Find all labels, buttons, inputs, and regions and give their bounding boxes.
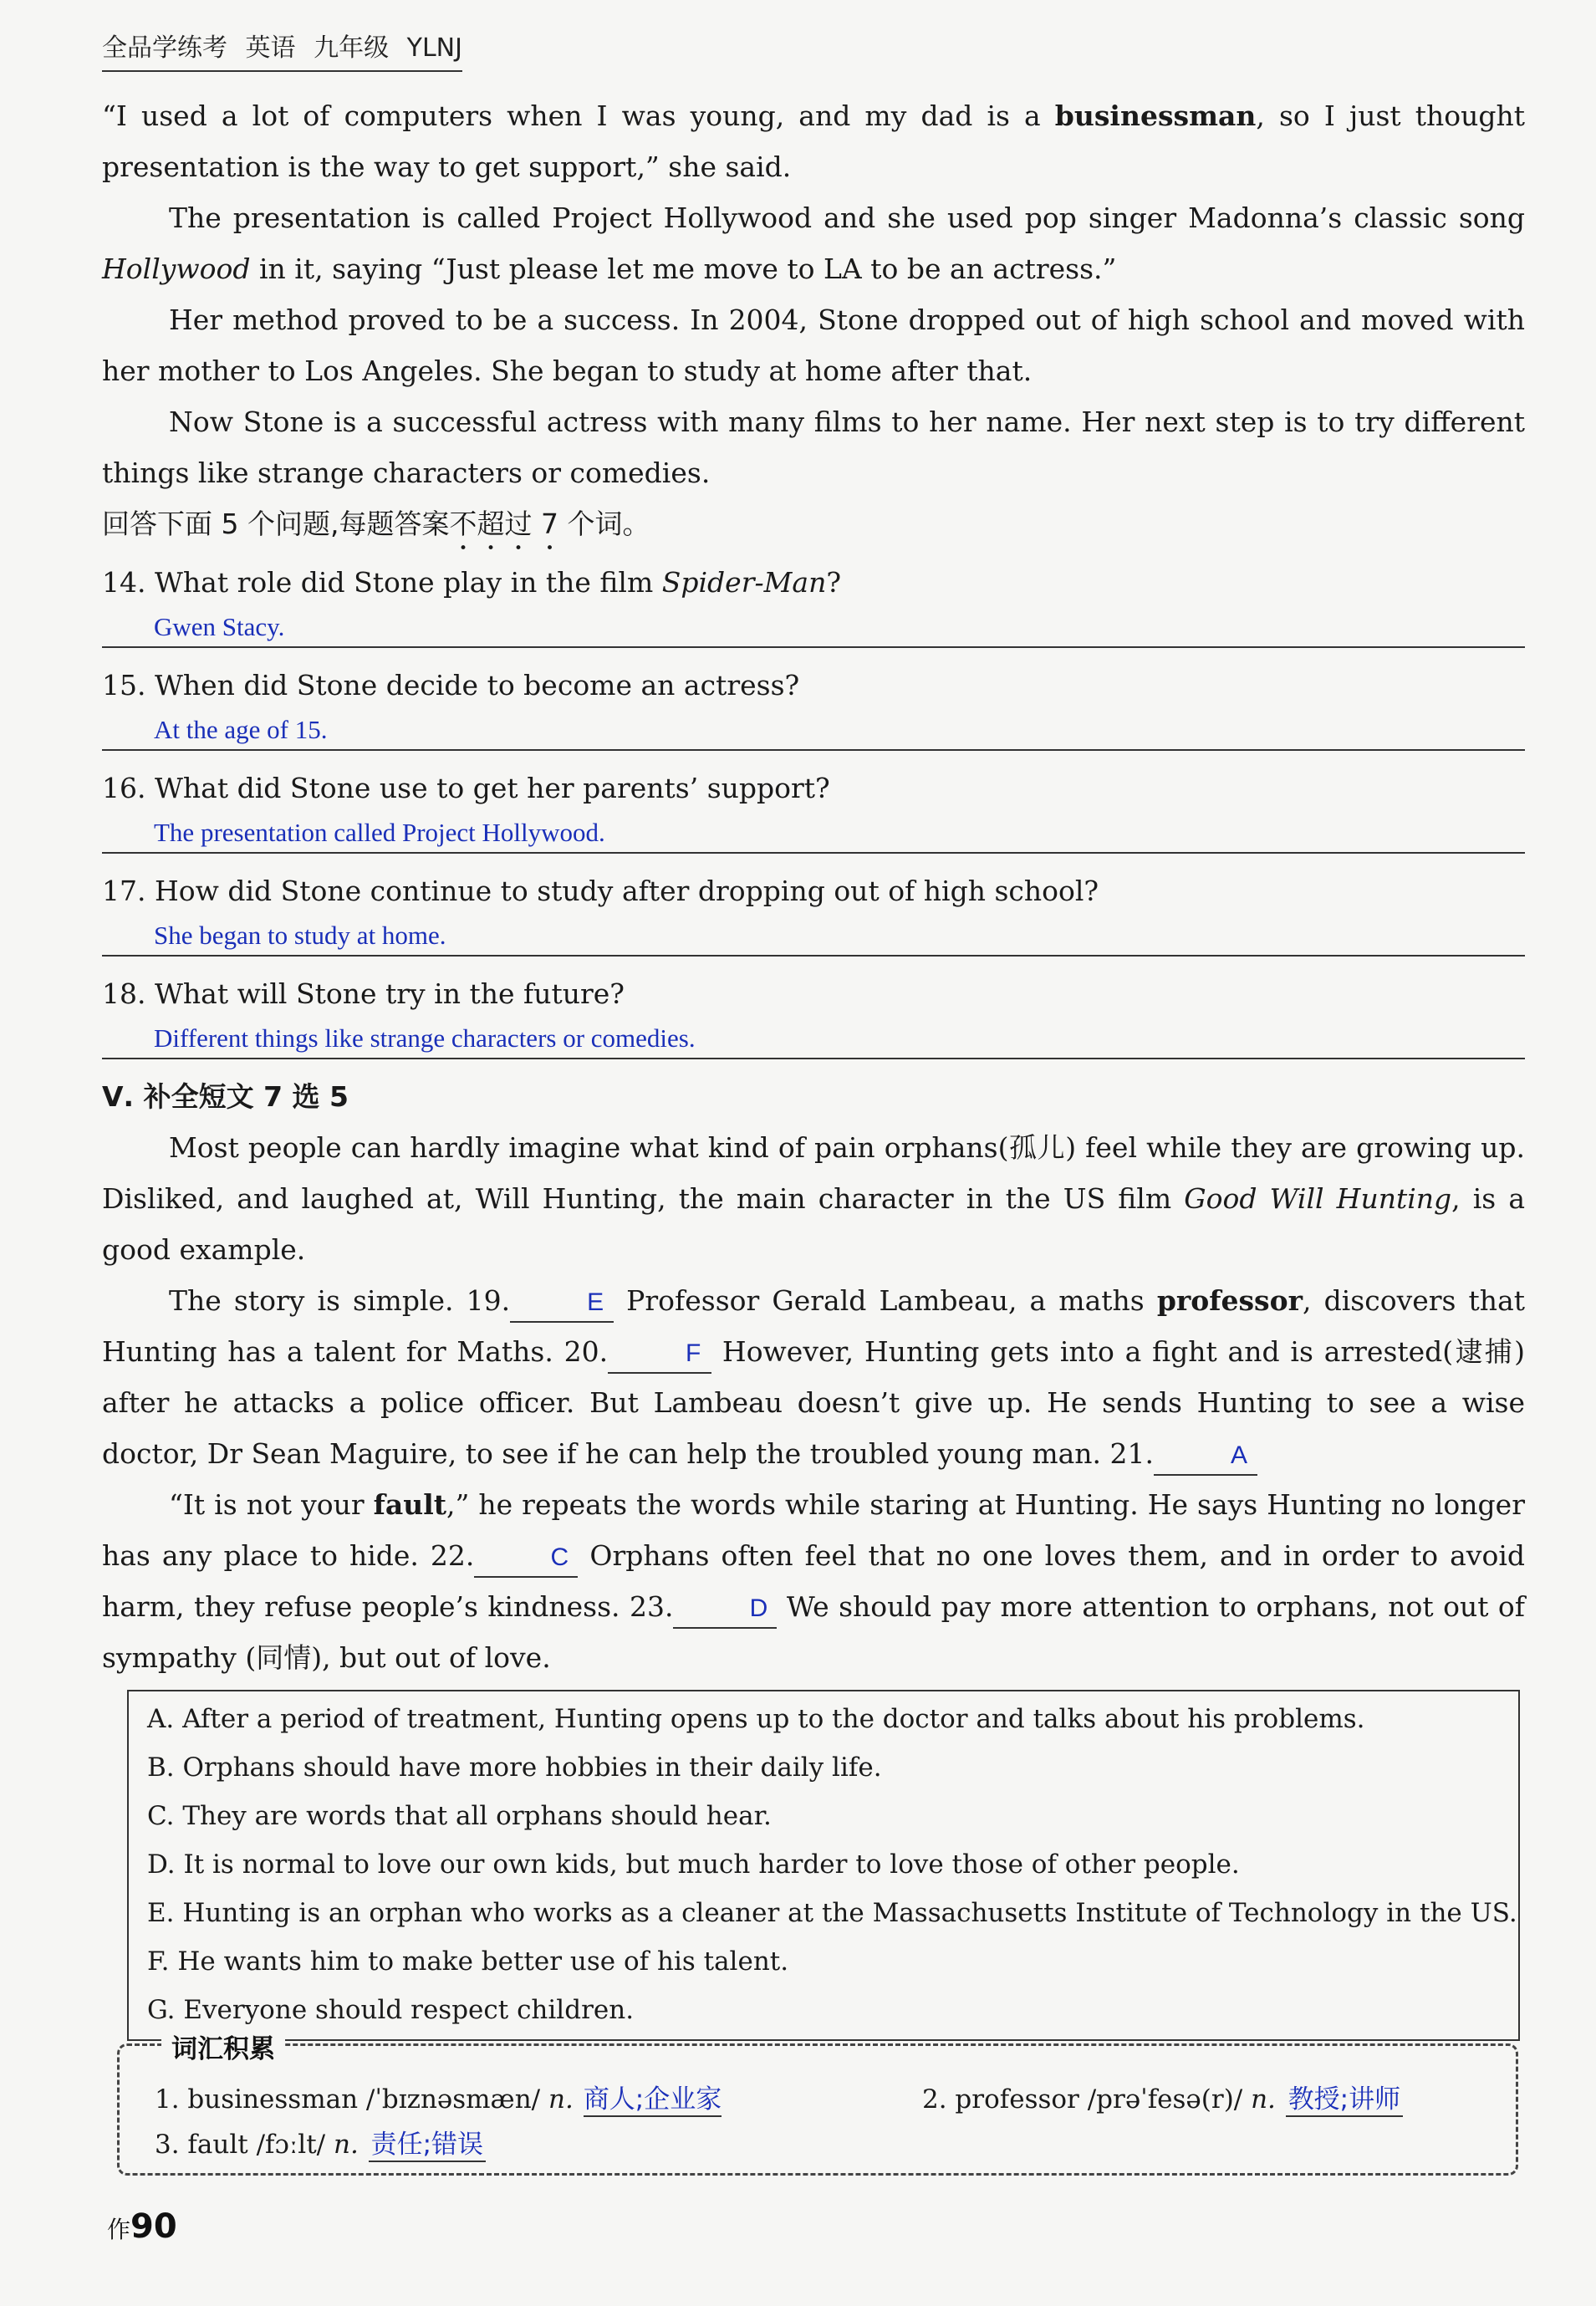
instruction: 回答下面 5 个问题,每题答案不超过 7 个词。 (102, 508, 650, 540)
question-15 (102, 660, 1525, 751)
running-header (102, 27, 462, 72)
vocab-word-businessman: businessman (1054, 99, 1257, 132)
answer-line[interactable]: She began to study at home. (102, 916, 1525, 957)
blank-22[interactable]: C (474, 1539, 578, 1578)
option-d: D. It is normal to love our own kids, but much harder to love those of other people. (147, 1849, 1240, 1880)
answer-line[interactable]: Different things like strange characters or comedies. (102, 1019, 1525, 1059)
vocab-answer[interactable]: 责任;错误 (369, 2123, 486, 2162)
blank-20[interactable]: F (608, 1335, 711, 1374)
option-e: E. Hunting is an orphan who works as a cleaner at the Massachusetts Institute of Technology in the US. (147, 1898, 1517, 1928)
option-b: B. Orphans should have more hobbies in their daily life. (147, 1752, 882, 1783)
page-number: 作90 (107, 2207, 177, 2246)
question-18 (102, 968, 1525, 1059)
blank-23[interactable]: D (673, 1590, 777, 1629)
passage-paragraph: Now Stone is a successful actress with many films to her name. Her next step is to try different things like strange characters or comedies. (102, 406, 1525, 489)
question-list (102, 557, 1525, 1059)
vocab-answer[interactable]: 商人;企业家 (584, 2078, 722, 2117)
film-title: Good Will Hunting (1184, 1182, 1452, 1215)
option-c: C. They are words that all orphans should hear. (147, 1801, 772, 1831)
question-text: 18. What will Stone try in the future? (102, 977, 625, 1010)
answer-line[interactable]: Gwen Stacy. (102, 608, 1525, 648)
option-a: A. After a period of treatment, Hunting opens up to the doctor and talks about his problems. (147, 1704, 1365, 1734)
edition: YLNJ (406, 33, 462, 63)
section-heading (102, 1071, 1525, 1122)
content (102, 90, 1525, 2041)
vocab-item-2: 2. professor /prəˈfesə(r)/ n. 教授;讲师 (922, 2078, 1403, 2117)
section-title: 补全短文 7 选 5 (143, 1080, 349, 1113)
vocab-item-3: 3. fault /fɔːlt/ n. 责任;错误 (155, 2123, 486, 2162)
instruction-emphasis: 不超过 7 (449, 508, 558, 540)
cloze-paragraph: “It is not your fault,” he repeats the words while staring at Hunting. He says Hunting no longer has any place to hide. 22. C Orphans often feel that no one loves them, and in order to avoid harm, they refuse people’s kindness. 23. D We should pay more attention to orphans, not out of sympathy (同情), but out of love. (102, 1488, 1526, 1674)
question-17 (102, 865, 1525, 957)
vocab-box (117, 2034, 1518, 2176)
answer-line[interactable]: At the age of 15. (102, 711, 1525, 751)
question-text: 16. What did Stone use to get her parents’ support? (102, 772, 830, 804)
option-g: G. Everyone should respect children. (147, 1995, 635, 2025)
vocab-word-fault: fault (373, 1488, 446, 1521)
grade: 九年级 (314, 33, 390, 63)
options-box (127, 1690, 1520, 2041)
vocab-title: 词汇积累 (161, 2028, 285, 2065)
section-number: Ⅴ. (102, 1080, 135, 1113)
cloze-paragraph: Most people can hardly imagine what kind of pain orphans(孤儿) feel while they are growing up. Disliked, and laughed at, Will Hunting, the main character in the US film Good Will Hunting, is a good example. (102, 1131, 1526, 1266)
vocab-answer[interactable]: 教授;讲师 (1286, 2078, 1403, 2117)
question-text: 15. When did Stone decide to become an actress? (102, 669, 800, 701)
cloze-paragraph: The story is simple. 19. E Professor Gerald Lambeau, a maths professor, discovers that Hunting has a talent for Maths. 20. F However, Hunting gets into a fight and is arrested(逮捕) after he attacks a police officer. But Lambeau doesn’t give up. He sends Hunting to see a wise doctor, Dr Sean Maguire, to see if he can help the troubled young man. 21. A (102, 1275, 1525, 1479)
question-text: 14. What role did Stone play in the film Spider-Man? (102, 566, 842, 599)
question-16 (102, 763, 1525, 854)
passage-paragraph: The presentation is called Project Hollywood and she used pop singer Madonna’s classic song Hollywood in it, saying “Just please let me move to LA to be an actress.” (102, 202, 1525, 285)
question-text: 17. How did Stone continue to study after dropping out of high school? (102, 875, 1099, 907)
vocab-word-professor: professor (1156, 1284, 1303, 1317)
answer-line[interactable]: The presentation called Project Hollywood. (102, 814, 1525, 854)
vocab-item-1: 1. businessman /ˈbɪznəsmæn/ n. 商人;企业家 (155, 2078, 722, 2117)
option-f: F. He wants him to make better use of his talent. (147, 1946, 789, 1977)
subject: 英语 (245, 33, 296, 63)
question-14 (102, 557, 1525, 648)
song-title: Hollywood (102, 253, 251, 285)
passage-paragraph: Her method proved to be a success. In 2004, Stone dropped out of high school and moved with her mother to Los Angeles. She began to study at home after that. (102, 304, 1525, 387)
passage-paragraph: “I used a lot of computers when I was young, and my dad is a businessman, so I just thought presentation is the way to get support,” she said. (102, 99, 1526, 183)
blank-21[interactable]: A (1154, 1437, 1257, 1476)
book-name: 全品学练考 (102, 33, 227, 63)
blank-19[interactable]: E (510, 1284, 614, 1323)
